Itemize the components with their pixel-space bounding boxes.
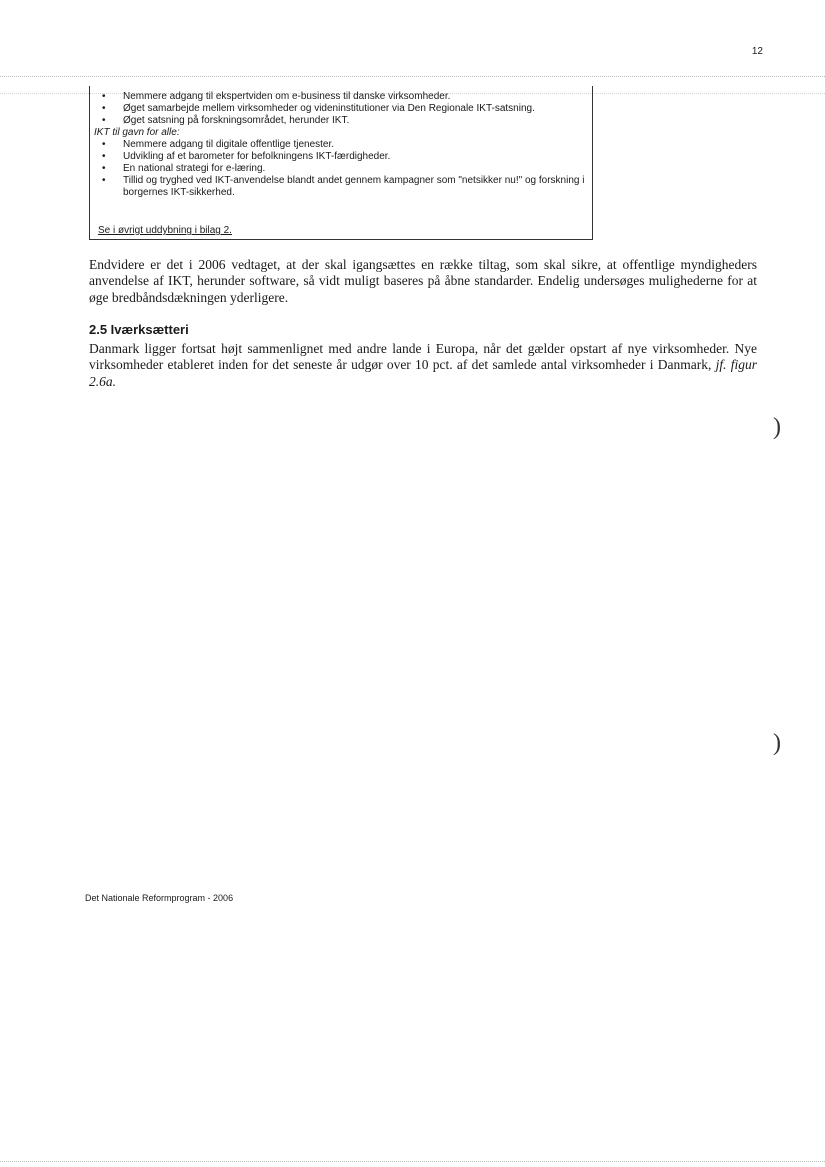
margin-mark: ) xyxy=(773,730,781,756)
info-box-subheading: IKT til gavn for alle: xyxy=(94,127,180,138)
list-item: • Nemmere adgang til digitale offentlige tjenester. xyxy=(96,139,586,151)
info-box-list-b xyxy=(96,139,586,199)
list-item: • Udvikling af et barometer for befolkningens IKT-færdigheder. xyxy=(96,151,586,163)
section-title: 2.5 Iværksætteri xyxy=(89,322,189,337)
paragraph-entrepreneurship xyxy=(89,341,757,390)
info-box xyxy=(89,86,593,240)
list-item: • En national strategi for e-læring. xyxy=(96,163,586,175)
figure-reference[interactable]: jf. figur 2.6a. xyxy=(89,357,757,389)
paragraph-open-standards: Endvidere er det i 2006 vedtaget, at der skal igangsættes en række tiltag, som skal sikre, at offentlige myndigheders anvendelse af IKT, herunder software, så vidt muligt baseres på åbne standarder. Endelig undersøges mulighederne for at øge bredbåndsdækningen yderligere. xyxy=(89,257,757,305)
see-also-link[interactable]: Se i øvrigt uddybning i bilag 2. xyxy=(98,225,232,236)
margin-mark: ) xyxy=(773,414,781,440)
bottom-scan-rule xyxy=(0,1161,825,1162)
paragraph-text: Danmark ligger fortsat højt sammenlignet med andre lande i Europa, når det gælder opstart af nye virksomheder. Nye virksomheder etableret inden for det seneste år udgør over 10 pct. af det samlede antal virksomheder i Danmark, xyxy=(89,341,757,373)
footer-title: Det Nationale Reformprogram - 2006 xyxy=(85,893,234,903)
list-item: • Øget samarbejde mellem virksomheder og videninstitutioner via Den Regionale IKT-satsning. xyxy=(96,103,586,115)
list-item: • Tillid og tryghed ved IKT-anvendelse blandt andet gennem kampagner som "netsikker nu!" og forskning i borgernes IKT-sikkerhed. xyxy=(96,175,586,199)
list-item: • Nemmere adgang til ekspertviden om e-business til danske virksomheder. xyxy=(96,91,586,103)
page-number: 12 xyxy=(751,46,763,57)
top-scan-rule xyxy=(0,76,825,77)
list-item: • Øget satsning på forskningsområdet, herunder IKT. xyxy=(96,115,586,127)
info-box-list-a xyxy=(96,91,586,127)
